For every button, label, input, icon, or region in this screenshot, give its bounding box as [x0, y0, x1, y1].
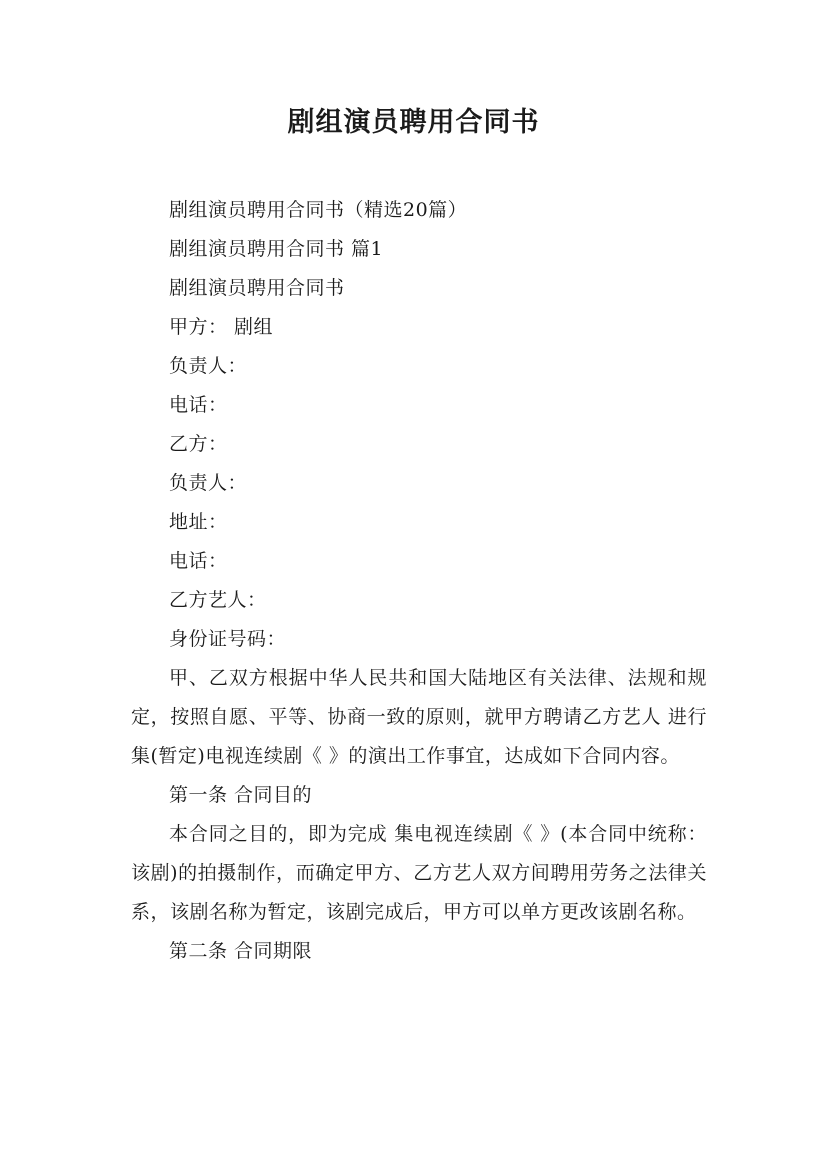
party-b-address-line: 地址：	[169, 511, 228, 533]
section-heading: 剧组演员聘用合同书 篇1	[169, 238, 384, 260]
subtitle-line: 剧组演员聘用合同书（精选20篇）	[169, 199, 468, 221]
party-a-manager-line: 负责人：	[169, 355, 248, 377]
party-a-phone-line: 电话：	[169, 394, 228, 416]
intro-paragraph: 甲、乙双方根据中华人民共和国大陆地区有关法律、法规和规定，按照自愿、平等、协商一致的原则，就甲方聘请乙方艺人 进行 集(暂定)电视连续剧《 》的演出工作事宜，达成如下合同内容。	[131, 667, 707, 767]
party-b-artist-line: 乙方艺人：	[169, 589, 267, 611]
party-b-manager-line: 负责人：	[169, 472, 248, 494]
article-2-heading: 第二条 合同期限	[169, 940, 313, 962]
document-body	[131, 191, 707, 971]
party-b-phone-line: 电话：	[169, 550, 228, 572]
party-a-line: 甲方： 剧组	[169, 316, 274, 338]
article-1-heading: 第一条 合同目的	[169, 784, 313, 806]
document-title: 剧组演员聘用合同书	[287, 107, 540, 138]
article-1-paragraph: 本合同之目的，即为完成 集电视连续剧《 》(本合同中统称：该剧)的拍摄制作，而确定甲方、乙方艺人双方间聘用劳务之法律关系，该剧名称为暂定，该剧完成后，甲方可以单方更改该剧名称。	[131, 823, 707, 923]
contract-name-line: 剧组演员聘用合同书	[169, 277, 345, 299]
party-b-line: 乙方：	[169, 433, 228, 455]
id-number-line: 身份证号码：	[169, 628, 287, 650]
